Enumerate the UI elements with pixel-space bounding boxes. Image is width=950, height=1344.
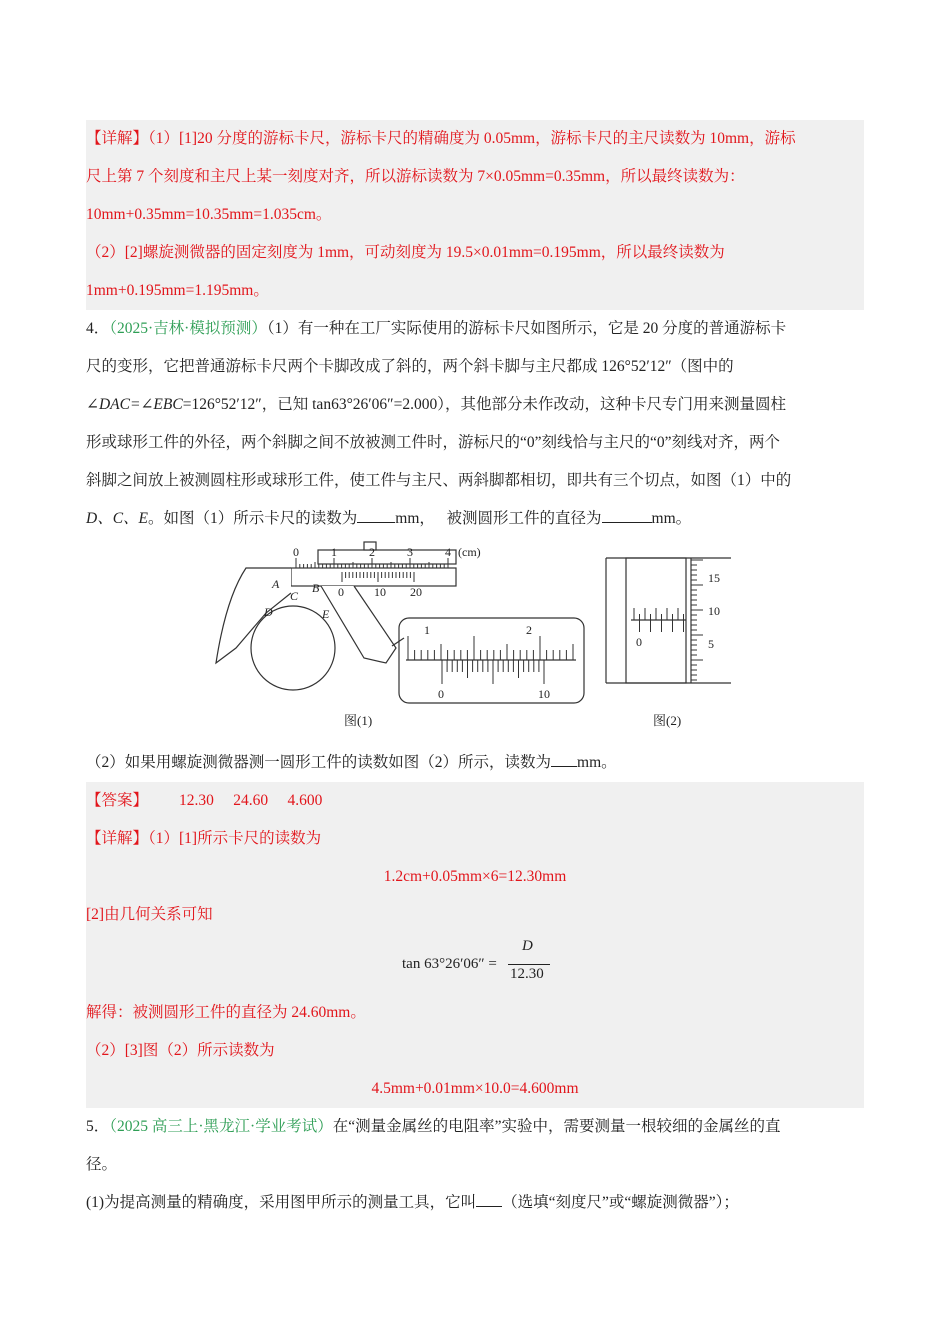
answer-value: 12.30 [179,792,214,809]
figure-row [86,538,864,738]
q4-line: 斜脚之间放上被测圆柱形或球形工件，使工件与主尺、两斜脚都相切，即共有三个切点，如图（1）中的 [86,472,792,489]
main-scale-label: 2 [369,545,375,559]
point-label: B [312,581,320,595]
q4-line: D、C、E。如图（1）所示卡尺的读数为 mm， 被测圆形工件的直径为 mm。 [86,510,692,527]
answer-value: 24.60 [233,792,269,809]
main-scale-label: 4 [445,545,451,559]
question-5 [86,1108,864,1222]
question-4 [86,310,864,782]
q4-line: 尺的变形，它把普通游标卡尺两个卡脚改成了斜的，两个斜卡脚与主尺都成 126°52′12″（图中的 [86,358,734,375]
detail-line: 【详解】（1）[1]所示卡尺的读数为 [86,830,322,847]
prev-detail-line: 10mm+0.35mm=10.35mm=1.035cm。 [86,206,332,223]
detail-line: [2]由几何关系可知 [86,906,213,923]
answer-blank [551,752,577,767]
q4-sub2: （2）如果用螺旋测微器测一圆形工件的读数如图（2）所示，读数为 mm。 [86,754,617,771]
detail-line: （2）[3]图（2）所示读数为 [86,1042,275,1059]
detail-line: 解得：被测圆形工件的直径为 24.60mm。 [86,1004,366,1021]
unit-label: (cm) [458,545,481,559]
zoom-vernier-label: 10 [538,687,550,701]
zoom-vernier-label: 0 [438,687,444,701]
figure-2-caption: 图(2) [653,713,682,728]
point-label: C [290,589,299,603]
prev-detail-line: 【详解】（1）[1]20 分度的游标卡尺，游标卡尺的精确度为 0.05mm，游标卡尺的主尺读数为 10mm，游标 [86,130,796,147]
formula: tan 63°26′06″ = D 12.30 [86,934,864,994]
prev-detail-line: 尺上第 7 个刻度和主尺上某一刻度对齐，所以游标读数为 7×0.05mm=0.35mm，所以最终读数为： [86,168,745,185]
answer-line: 【答案】 12.30 24.60 4.600 [86,792,323,809]
detail-line: 1.2cm+0.05mm×6=12.30mm [383,868,567,885]
q5-line: 5．（2025 高三上·黑龙江·学业考试）在“测量金属丝的电阻率”实验中，需要测量一根较细的金属丝的直 [86,1118,781,1135]
prev-detail-block [86,120,864,310]
fraction-bar [508,964,550,965]
q4-line: 形或球形工件的外径，两个斜脚之间不放被测工件时，游标尺的“0”刻线恰与主尺的“0”刻线对齐，两个 [86,434,781,451]
q5-line: (1)为提高测量的精确度，采用图甲所示的测量工具，它叫 （选填“刻度尺”或“螺旋测微器”）； [86,1194,739,1211]
prev-detail-line: （2）[2]螺旋测微器的固定刻度为 1mm，可动刻度为 19.5×0.01mm=0.195mm，所以最终读数为 [86,244,725,261]
answer-blank [602,508,652,523]
point-label: E [322,607,330,621]
vernier-label: 20 [410,585,422,599]
vernier-label: 10 [374,585,386,599]
main-scale-label: 3 [407,545,413,559]
question-source: （2025 高三上·黑龙江·学业考试） [109,1118,333,1135]
answer-blank [476,1192,502,1207]
prev-detail-line: 1mm+0.195mm=1.195mm。 [86,282,269,299]
document-page [86,120,864,1222]
detail-line: 4.5mm+0.01mm×10.0=4.600mm [371,1080,579,1097]
question-source: （2025·吉林·模拟预测） [109,320,267,337]
q4-line: 4．（2025·吉林·模拟预测）（1）有一种在工厂实际使用的游标卡尺如图所示，它是 20 分度的普通游标卡 [86,320,787,337]
answer-value: 4.600 [287,792,323,809]
q4-line: ∠DAC=∠EBC=126°52′12″，已知 tan63°26′06″=2.000），其他部分未作改动，这种卡尺专门用来测量圆柱 [86,396,786,413]
question-number: 4． [86,320,110,337]
thimble-label: 10 [708,604,720,618]
zoom-main-label: 2 [526,623,532,637]
thimble-label: 5 [708,637,714,651]
figure-1-caption: 图(1) [344,713,373,728]
point-label: D [264,605,273,619]
vernier-label: 0 [338,585,344,599]
answer-blank [357,508,395,523]
point-label: A [272,577,280,591]
fixed-scale-label: 0 [636,635,642,649]
zoom-main-label: 1 [424,623,430,637]
question-number: 5． [86,1118,110,1135]
thimble-label: 15 [708,571,720,585]
main-scale-label: 0 [293,545,299,559]
q5-line: 径。 [86,1156,118,1173]
main-scale-label: 1 [331,545,337,559]
answer-block [86,782,864,1108]
figures-svg [86,538,864,738]
